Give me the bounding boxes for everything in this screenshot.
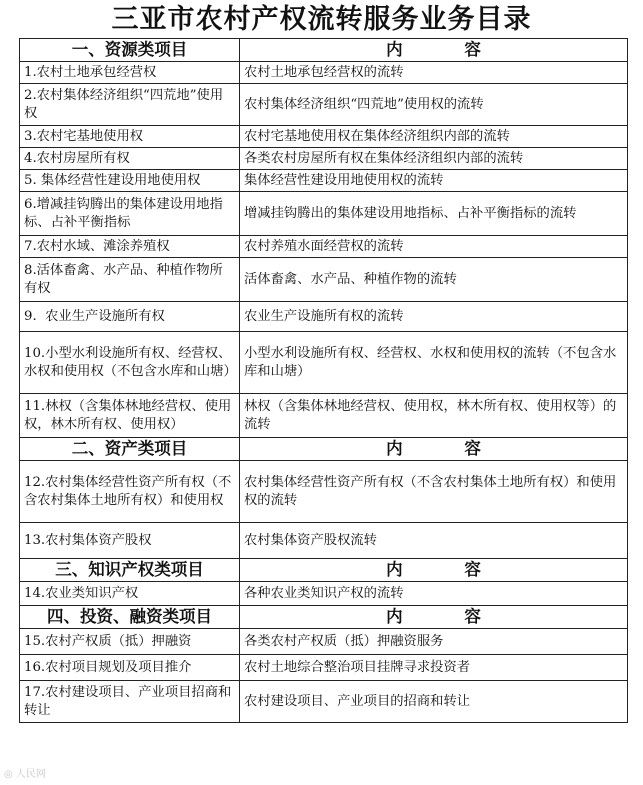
section-title: 一、资源类项目	[20, 39, 240, 62]
content-cell: 农村养殖水面经营权的流转	[240, 236, 628, 258]
content-header: 内 容	[240, 438, 628, 461]
content-cell: 农村宅基地使用权在集体经济组织内部的流转	[240, 126, 628, 148]
content-header: 内 容	[240, 39, 628, 62]
table-row	[20, 302, 628, 332]
table-row	[20, 84, 628, 126]
content-cell: 各类农村房屋所有权在集体经济组织内部的流转	[240, 148, 628, 170]
table-row	[20, 681, 628, 723]
content-cell: 增减挂钩腾出的集体建设用地指标、占补平衡指标的流转	[240, 192, 628, 236]
item-cell: 10.小型水利设施所有权、经营权、水权和使用权（不包含水库和山塘）	[20, 332, 240, 394]
item-cell: 15.农村产权质（抵）押融资	[20, 629, 240, 655]
table-row	[20, 170, 628, 192]
content-header: 内 容	[240, 606, 628, 629]
content-cell: 农村集体经济组织“四荒地”使用权的流转	[240, 84, 628, 126]
content-cell: 集体经营性建设用地使用权的流转	[240, 170, 628, 192]
content-cell: 小型水利设施所有权、经营权、水权和使用权的流转（不包含水库和山塘）	[240, 332, 628, 394]
table-row	[20, 582, 628, 606]
item-cell: 14.农业类知识产权	[20, 582, 240, 606]
table-row	[20, 394, 628, 438]
content-cell: 农村建设项目、产业项目的招商和转让	[240, 681, 628, 723]
item-cell: 6.增减挂钩腾出的集体建设用地指标、占补平衡指标	[20, 192, 240, 236]
page-title: 三亚市农村产权流转服务业务目录	[111, 4, 532, 35]
table-row	[20, 332, 628, 394]
item-cell: 13.农村集体资产股权	[20, 523, 240, 559]
table-row	[20, 192, 628, 236]
item-cell: 11.林权（含集体林地经营权、使用权，林木所有权、使用权）	[20, 394, 240, 438]
item-cell: 12.农村集体经营性资产所有权（不含农村集体土地所有权）和使用权	[20, 461, 240, 523]
item-cell: 8.活体畜禽、水产品、种植作物所有权	[20, 258, 240, 302]
watermark-text: 人民网	[15, 769, 46, 780]
content-cell: 各类农村产权质（抵）押融资服务	[240, 629, 628, 655]
table-row	[20, 461, 628, 523]
table-row	[20, 655, 628, 681]
content-header: 内 容	[240, 559, 628, 582]
table-row	[20, 523, 628, 559]
item-cell: 5. 集体经营性建设用地使用权	[20, 170, 240, 192]
section-header-finance	[20, 606, 628, 629]
section-header-assets	[20, 438, 628, 461]
table-row	[20, 126, 628, 148]
section-title: 三、知识产权类项目	[20, 559, 240, 582]
section-header-ip	[20, 559, 628, 582]
table-row	[20, 258, 628, 302]
content-cell: 农村土地综合整治项目挂牌寻求投资者	[240, 655, 628, 681]
table-row	[20, 236, 628, 258]
content-cell: 各种农业类知识产权的流转	[240, 582, 628, 606]
content-cell: 农业生产设施所有权的流转	[240, 302, 628, 332]
item-cell: 9. 农业生产设施所有权	[20, 302, 240, 332]
item-cell: 7.农村水域、滩涂养殖权	[20, 236, 240, 258]
section-title: 二、资产类项目	[20, 438, 240, 461]
table-row	[20, 148, 628, 170]
content-cell: 农村集体经营性资产所有权（不含农村集体土地所有权）和使用权的流转	[240, 461, 628, 523]
item-cell: 17.农村建设项目、产业项目招商和转让	[20, 681, 240, 723]
section-header-resources	[20, 39, 628, 62]
section-title: 四、投资、融资类项目	[20, 606, 240, 629]
item-cell: 2.农村集体经济组织“四荒地”使用权	[20, 84, 240, 126]
table-row	[20, 629, 628, 655]
item-cell: 4.农村房屋所有权	[20, 148, 240, 170]
table-row	[20, 62, 628, 84]
content-cell: 活体畜禽、水产品、种植作物的流转	[240, 258, 628, 302]
item-cell: 3.农村宅基地使用权	[20, 126, 240, 148]
watermark-logo	[4, 765, 46, 780]
content-cell: 农村土地承包经营权的流转	[240, 62, 628, 84]
content-cell: 林权（含集体林地经营权、使用权，林木所有权、使用权等）的流转	[240, 394, 628, 438]
item-cell: 16.农村项目规划及项目推介	[20, 655, 240, 681]
item-cell: 1.农村土地承包经营权	[20, 62, 240, 84]
watermark-icon: ◎	[4, 769, 13, 780]
service-catalog-table	[19, 38, 628, 723]
content-cell: 农村集体资产股权流转	[240, 523, 628, 559]
